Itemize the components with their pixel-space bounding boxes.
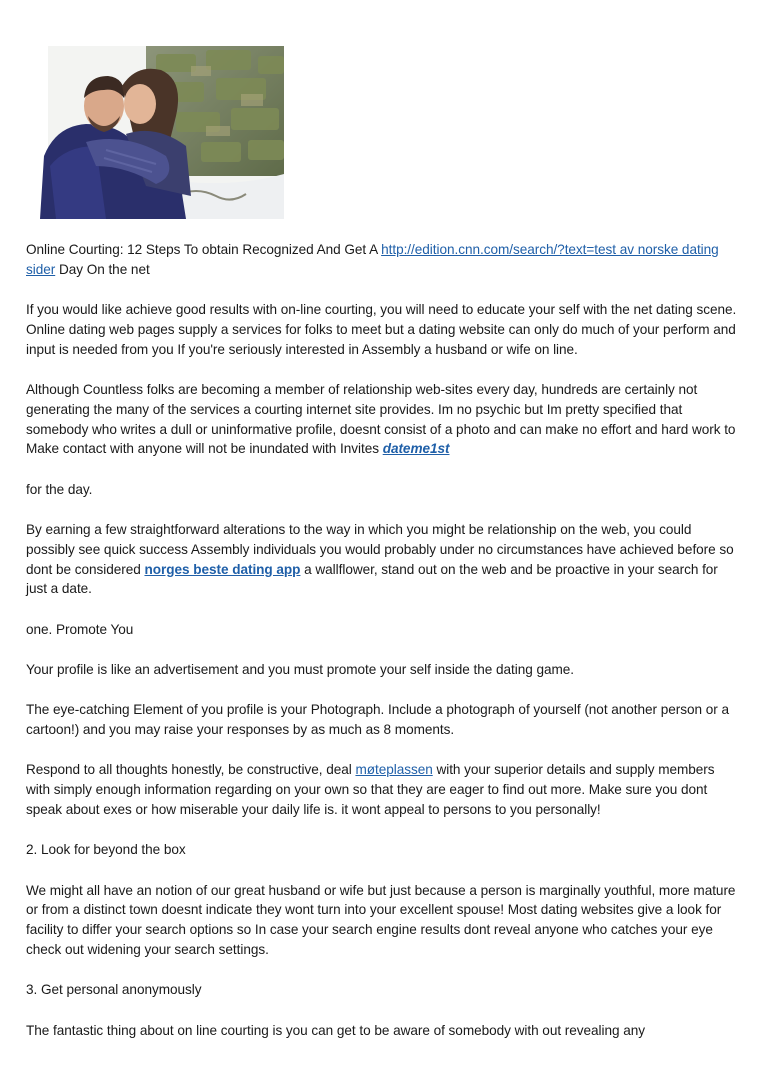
paragraph-text: By earning a few straightforward alterations to the way in which you might be relationship on the web, you could possibly see quick success Assembly individuals you would probably under no circumstances have achieved before so dont be considered (26, 521, 734, 577)
cnn-search-link[interactable]: http://edition.cnn.com/search/?text=test av norske dating sider (26, 242, 719, 277)
couple-photo (26, 46, 284, 219)
paragraph-text: Day On the net (55, 261, 150, 277)
moteplassen-link[interactable]: møteplassen (355, 762, 433, 778)
dateme1st-link[interactable]: dateme1st (382, 441, 450, 457)
paragraph (26, 380, 742, 459)
paragraph: If you would like achieve good results with on-line courting, you will need to educate your self with the net dating scene. Online dating web pages supply a services for folks to meet but a dating website can only do much of your perform and input is needed from you If you're seriously interested in Assembly a husband or wife on line. (26, 302, 737, 357)
section-heading: 2. Look for beyond the box (26, 842, 186, 858)
couple-embracing-photo-icon (26, 46, 284, 219)
paragraph: The eye-catching Element of you profile is your Photograph. Include a photograph of yourself (not another person or a cartoon!) and you may raise your responses by as much as 8 moments. (26, 702, 729, 738)
paragraph: The fantastic thing about on line courting is you can get to be aware of somebody with out revealing any (26, 1022, 645, 1038)
paragraph-title-line (26, 240, 742, 280)
section-heading: 3. Get personal anonymously (26, 982, 202, 998)
paragraph-text: with your superior details and supply members with simply enough information regarding on your own so that they are eager to find out more. Make sure you dont speak about exes or how miserable your daily life is. it wont appeal to persons to you personally! (26, 762, 715, 817)
article-body (26, 240, 742, 1061)
paragraph (26, 520, 742, 599)
paragraph: Your profile is like an advertisement and you must promote your self inside the dating game. (26, 661, 575, 677)
paragraph-text: Respond to all thoughts honestly, be constructive, deal (26, 762, 356, 778)
section-heading: one. Promote You (26, 621, 134, 637)
paragraph: We might all have an notion of our great husband or wife but just because a person is marginally youthful, more mature or from a distinct town doesnt indicate they wont turn into your excellent spouse! Most dating websites give a look for facility to differ your search options so In case your search engine results dont reveal anyone who catches your eye check out widening your search settings. (26, 882, 736, 957)
paragraph-text: a wallflower, stand out on the web and be proactive in your search for just a date. (26, 561, 718, 597)
paragraph-text: Although Countless folks are becoming a member of relationship web-sites every day, hundreds are certainly not generating the many of the services a courting internet site provides. Im no psychic but Im pretty specified that somebody who writes a dull or uninformative profile, doesnt consist of a photo and can make no effort and hard work to Make contact with anyone will not be inundated with Invites (26, 381, 736, 457)
norges-beste-dating-app-link[interactable]: norges beste dating app (144, 561, 301, 577)
paragraph (26, 760, 742, 819)
paragraph-text: Online Courting: 12 Steps To obtain Recognized And Get A (26, 242, 382, 257)
paragraph: for the day. (26, 481, 93, 497)
